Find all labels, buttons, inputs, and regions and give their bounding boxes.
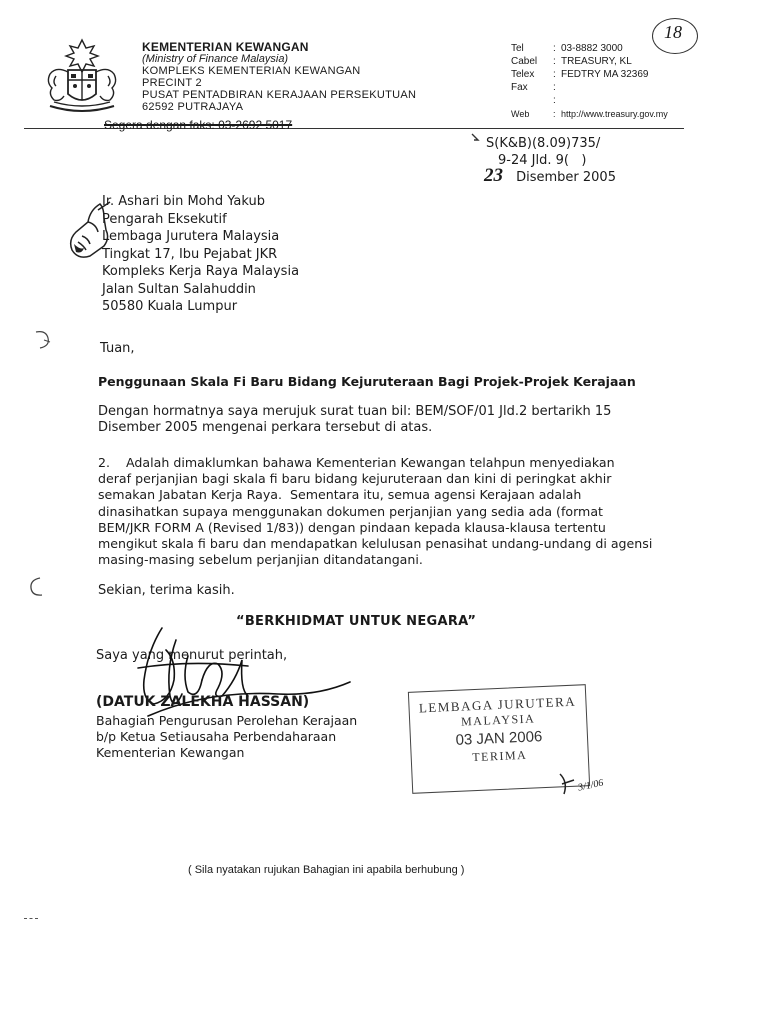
signatory-line: b/p Ketua Setiausaha Perbendaharaan: [96, 729, 337, 744]
contact-value: http://www.treasury.gov.my: [561, 109, 668, 119]
contact-row: :: [553, 95, 556, 106]
page-number: 18: [664, 22, 682, 42]
contact-value: TREASURY, KL: [561, 56, 632, 67]
handwritten-date: 3/1/06: [577, 777, 605, 794]
address-line: PRECINT 2: [142, 77, 202, 89]
salutation: Tuan,: [100, 341, 135, 356]
paragraph-line: BEM/JKR FORM A (Revised 1/83)) dengan pindaan kepada klausa-klausa tertentu: [98, 519, 606, 535]
paragraph-line: semakan Jabatan Kerja Raya. Sementara itu, semua agensi Kerajaan adalah: [98, 487, 582, 503]
paragraph-line: Dengan hormatnya saya merujuk surat tuan bil: BEM/SOF/01 Jld.2 bertarikh 15: [98, 404, 612, 419]
reference-line: 9-24 Jld. 9( ): [498, 153, 587, 168]
subject-line: Penggunaan Skala Fi Baru Bidang Kejuruteraan Bagi Projek-Projek Kerajaan: [98, 374, 636, 389]
contact-row: Fax :: [511, 82, 556, 93]
contact-label: Cabel: [511, 56, 538, 67]
letterhead: [142, 41, 472, 113]
recipient-address: [102, 193, 299, 316]
contact-row: Telex : FEDTRY MA 32369: [511, 69, 649, 80]
ministry-name: KEMENTERIAN KEWANGAN: [142, 40, 309, 54]
paragraph-2: [98, 455, 653, 568]
recipient-line: Lembaga Jurutera Malaysia: [102, 229, 280, 244]
recipient-line: Ir. Ashari bin Mohd Yakub: [102, 194, 265, 209]
recipient-line: Jalan Sultan Salahuddin: [102, 281, 256, 297]
urgent-fax-note: Segera dengan faks: 03-2692 5017: [104, 118, 293, 132]
stamp-status: TERIMA: [471, 747, 528, 765]
contact-label: Web: [511, 109, 530, 119]
stamp-organisation: LEMBAGA JURUTERA: [418, 693, 577, 716]
recipient-line: Tingkat 17, Ibu Pejabat JKR: [102, 246, 278, 262]
contact-label: Telex: [511, 69, 535, 80]
contact-value: 03-8882 3000: [561, 43, 623, 54]
paragraph-line: mengikut skala fi baru dan mendapatkan kelulusan penasihat undang-undang di agensi: [98, 536, 653, 552]
date-day-handwritten: 23: [484, 165, 503, 186]
address-line: KOMPLEKS KEMENTERIAN KEWANGAN: [142, 65, 361, 77]
address-line: 62592 PUTRAJAYA: [142, 101, 244, 113]
coat-of-arms-icon: [40, 36, 124, 118]
stamp-country: MALAYSIA: [460, 711, 536, 729]
handwritten-initial: [556, 772, 580, 798]
letter-date: [484, 165, 616, 187]
ministry-name-english: (Ministry of Finance Malaysia): [142, 53, 289, 65]
paragraph-line: dinasihatkan supaya menggunakan dokumen perjanjian yang sedia ada (format: [98, 503, 603, 519]
recipient-line: 50580 Kuala Lumpur: [102, 299, 238, 314]
paragraph-line: Disember 2005 mengenai perkara tersebut di atas.: [98, 420, 433, 435]
recipient-line: Pengarah Eksekutif: [102, 211, 227, 227]
contact-label: Fax: [511, 82, 528, 93]
paragraph-line: masing-masing sebelum perjanjian ditandatangani.: [98, 552, 423, 568]
contact-value: FEDTRY MA 32369: [561, 69, 649, 80]
recipient-line: Kompleks Kerja Raya Malaysia: [102, 264, 300, 279]
paragraph-1: [98, 404, 628, 436]
reference-number: [486, 136, 600, 168]
contact-label: Tel: [511, 43, 524, 54]
signoff: Saya yang menurut perintah,: [96, 648, 288, 663]
contact-block: [511, 43, 711, 123]
signatory-line: Kementerian Kewangan: [96, 745, 245, 760]
contact-row: Web : http://www.treasury.gov.my: [511, 109, 668, 119]
contact-row: Cabel : TREASURY, KL: [511, 56, 632, 67]
signatory-title: [96, 713, 357, 761]
footer-note: ( Sila nyatakan rujukan Bahagian ini apabila berhubung ): [188, 864, 465, 876]
contact-row: Tel : 03-8882 3000: [511, 43, 623, 54]
closing: Sekian, terima kasih.: [98, 583, 235, 598]
signatory-line: Bahagian Pengurusan Perolehan Kerajaan: [96, 713, 358, 728]
signatory-name: (DATUK ZALEKHA HASSAN): [96, 694, 310, 710]
address-line: PUSAT PENTADBIRAN KERAJAAN PERSEKUTUAN: [142, 89, 417, 101]
paragraph-line: 2. Adalah dimaklumkan bahawa Kementerian Kewangan telahpun menyediakan: [98, 455, 615, 470]
date-month-year: Disember 2005: [516, 170, 616, 185]
motto: “BERKHIDMAT UNTUK NEGARA”: [236, 614, 477, 629]
reference-check-mark: [468, 132, 484, 154]
punch-hole-mark: [26, 574, 52, 600]
edge-mark: [24, 918, 38, 919]
reference-line: S(K&B)(8.09)735/: [486, 136, 601, 151]
stamp-date: 03 JAN 2006: [455, 728, 543, 749]
punch-hole-mark: [30, 328, 54, 352]
paragraph-line: deraf perjanjian bagi skala fi baru bidang kejuruteraan dan kini di peringkat akhir: [98, 471, 612, 487]
